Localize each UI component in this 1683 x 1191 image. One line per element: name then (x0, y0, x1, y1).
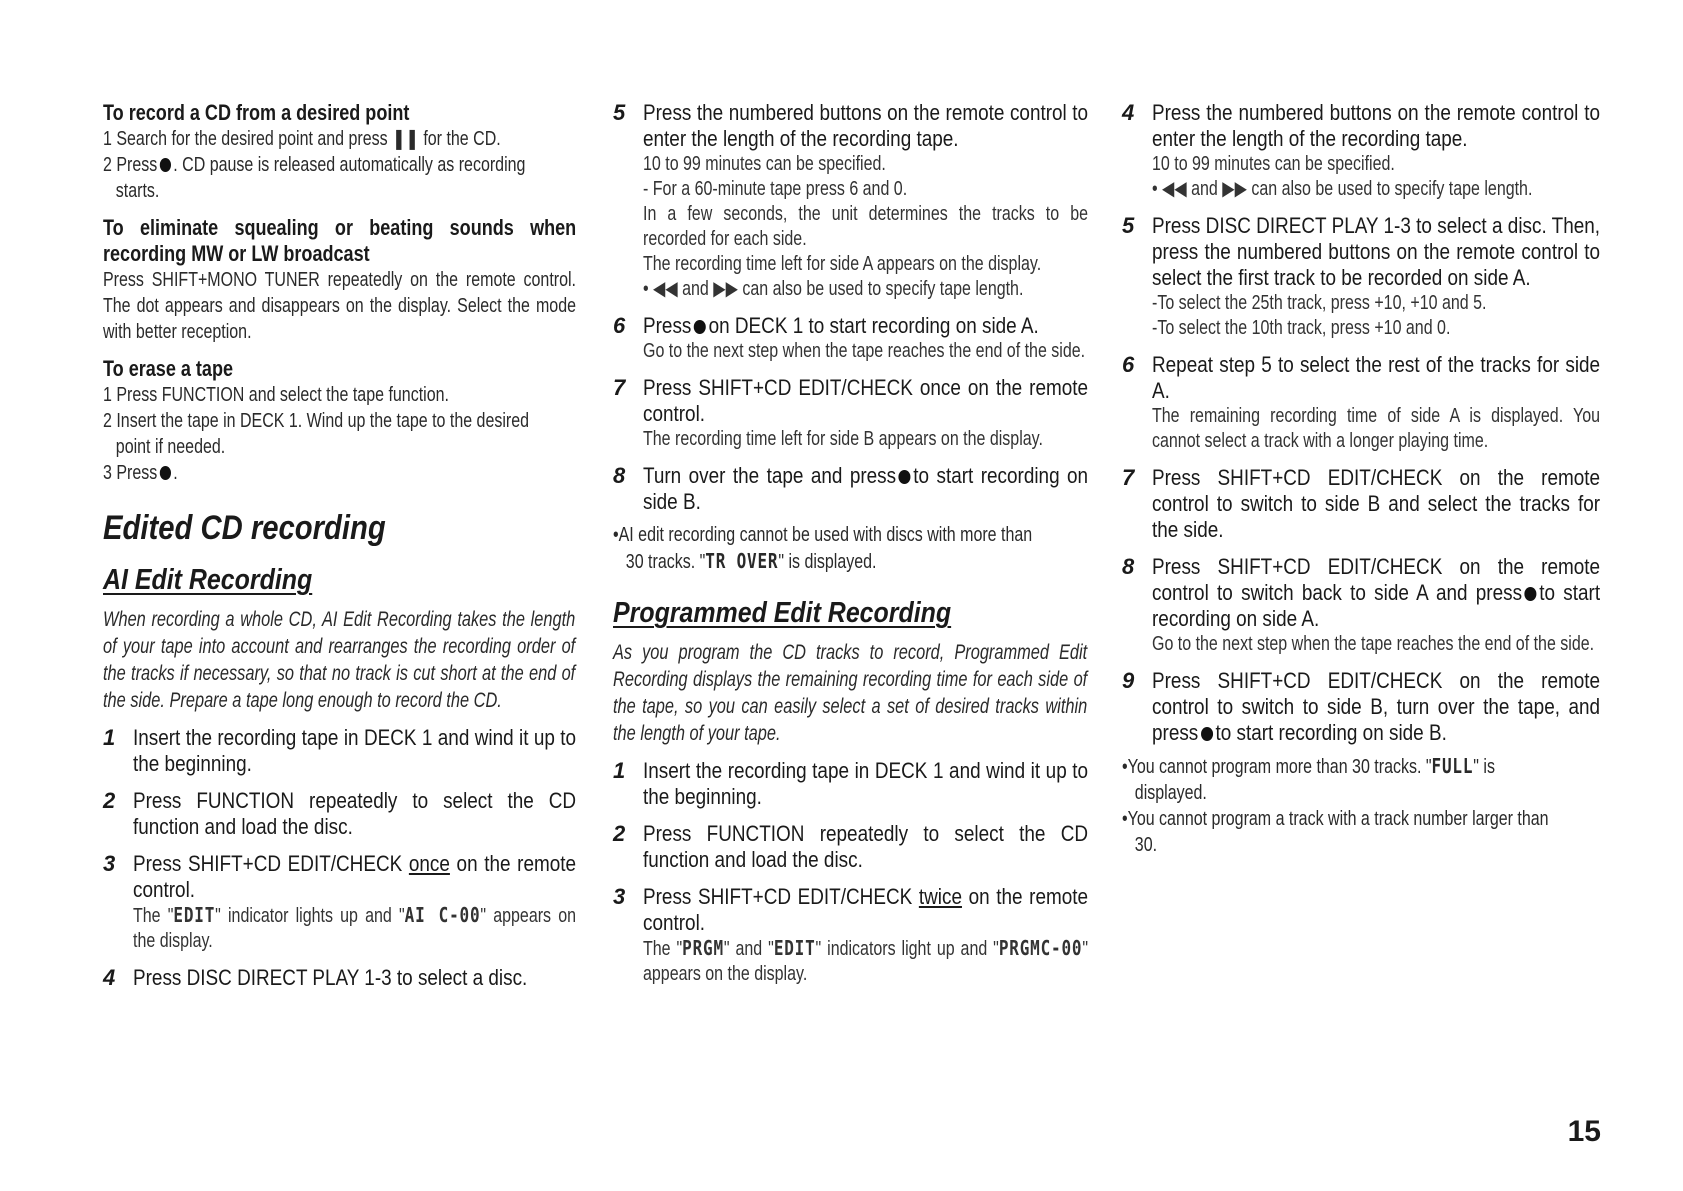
erase-step-3: 3 Press . (103, 462, 178, 484)
step-number: 2 (103, 788, 116, 813)
fast-forward-icon: ▶▶ (1222, 178, 1247, 200)
step-subtext: -To select the 10th track, press +10 and 0. (1152, 317, 1451, 339)
step-number: 5 (1122, 213, 1135, 238)
step-text: Press SHIFT+CD EDIT/CHECK once on the remote control. (643, 375, 1089, 426)
step-text: Press FUNCTION repeatedly to select the CD function and load the disc. (133, 788, 577, 839)
prog-step-8 (1122, 554, 1600, 657)
step-number: 1 (103, 725, 116, 750)
record-cd-heading: To record a CD from a desired point (103, 100, 410, 125)
ai-step-7 (613, 375, 1088, 452)
step-subtext: Go to the next step when the tape reaches the end of the side. (643, 340, 1086, 362)
lcd-text: TR OVER (705, 549, 779, 573)
lcd-text: PRGMC-00 (998, 936, 1083, 960)
step-number: 5 (613, 100, 626, 125)
prog-step-6 (1122, 352, 1600, 454)
prog-step-4 (1122, 100, 1600, 202)
prog-step-3 (613, 884, 1088, 987)
ai-edit-note: •AI edit recording cannot be used with discs with more than (613, 524, 1033, 546)
ai-step-4 (103, 965, 576, 991)
step-number: 4 (1122, 100, 1135, 125)
record-dot-icon (160, 466, 171, 480)
prog-step-7 (1122, 465, 1600, 543)
step-text: Press SHIFT+CD EDIT/CHECK on the remote control to switch back to side A and press to start recording on side A. (1152, 554, 1601, 631)
step-subtext: 10 to 99 minutes can be specified. (643, 153, 886, 175)
step-subtext: In a few seconds, the unit determines the tracks to be recorded for each side. (643, 203, 1088, 250)
step-subtext: Go to the next step when the tape reaches the end of the side. (1152, 633, 1595, 655)
erase-step-1: 1 Press FUNCTION and select the tape function. (103, 384, 449, 406)
rewind-icon: ◀◀ (653, 278, 678, 300)
prog-step-5 (1122, 213, 1600, 341)
fast-forward-icon: ▶▶ (713, 278, 738, 300)
record-dot-icon (694, 320, 706, 334)
page-number: 15 (1567, 1115, 1601, 1148)
step-number: 3 (103, 851, 116, 876)
step-text: Press FUNCTION repeatedly to select the CD function and load the disc. (643, 821, 1089, 872)
step-text: Turn over the tape and press to start recording on side B. (643, 463, 1089, 514)
step-text: Press SHIFT+CD EDIT/CHECK on the remote control to switch to side B and select the tracks for the side. (1152, 465, 1601, 542)
lcd-text: EDIT (773, 936, 816, 960)
step-subtext: The "EDIT" indicator lights up and "AI C-00" appears on the display. (133, 903, 577, 952)
lcd-text: EDIT (173, 903, 216, 927)
program-full-note-cont: displayed. (1134, 782, 1207, 804)
step-number: 6 (1122, 352, 1135, 377)
step-number: 9 (1122, 668, 1135, 693)
ai-step-2 (103, 788, 576, 840)
ai-step-6 (613, 313, 1088, 364)
step-subtext: • ◀◀ and ▶▶ can also be used to specify tape length. (643, 278, 1024, 300)
track-number-note: •You cannot program a track with a track number larger than (1122, 808, 1549, 830)
record-cd-step-2-cont: starts. (115, 180, 160, 202)
squeal-text: Press SHIFT+MONO TUNER repeatedly on the remote control. The dot appears and disappears on the display. Select the mode with better reception. (103, 269, 576, 343)
lcd-text: PRGM (682, 936, 724, 960)
step-number: 3 (613, 884, 626, 909)
program-full-note: •You cannot program more than 30 tracks. "FULL" is (1122, 754, 1495, 778)
record-cd-step-2: 2 Press . CD pause is released automatically as recording (103, 154, 526, 176)
prog-step-2 (613, 821, 1088, 873)
step-text: Press DISC DIRECT PLAY 1-3 to select a disc. (133, 965, 528, 990)
erase-heading: To erase a tape (103, 356, 234, 381)
record-dot-icon (160, 158, 171, 172)
step-number: 7 (613, 375, 626, 400)
step-subtext: The "PRGM" and "EDIT" indicators light up and "PRGMC-00" appears on the display. (643, 936, 1088, 985)
ai-step-1 (103, 725, 576, 777)
section-title: Edited CD recording (103, 509, 386, 547)
ai-edit-note-cont: 30 tracks. "TR OVER" is displayed. (625, 549, 877, 573)
step-subtext: 10 to 99 minutes can be specified. (1152, 153, 1395, 175)
erase-step-2-cont: point if needed. (115, 436, 226, 458)
step-subtext: - For a 60-minute tape press 6 and 0. (643, 178, 908, 200)
step-number: 7 (1122, 465, 1135, 490)
step-subtext: The remaining recording time of side A is displayed. You cannot select a track with a longer playing time. (1152, 405, 1600, 452)
erase-step-2: 2 Insert the tape in DECK 1. Wind up the tape to the desired (103, 410, 530, 432)
step-text: Press the numbered buttons on the remote control to enter the length of the recording tape. (1152, 100, 1601, 151)
step-subtext: The recording time left for side B appears on the display. (643, 428, 1043, 450)
track-number-note-cont: 30. (1134, 834, 1158, 856)
step-number: 2 (613, 821, 626, 846)
record-dot-icon (1201, 727, 1213, 741)
left-column (103, 100, 576, 991)
step-text: Press on DECK 1 to start recording on side A. (643, 313, 1039, 338)
step-text: Press SHIFT+CD EDIT/CHECK twice on the remote control. (643, 884, 1089, 935)
step-text: Press SHIFT+CD EDIT/CHECK on the remote control to switch to side B, turn over the tape, and press to start recording on side B. (1152, 668, 1601, 745)
ai-edit-subtitle: AI Edit Recording (103, 564, 313, 596)
step-subtext: -To select the 25th track, press +10, +10 and 5. (1152, 292, 1487, 314)
right-column (1122, 100, 1600, 858)
step-text: Repeat step 5 to select the rest of the tracks for side A. (1152, 352, 1601, 403)
record-cd-step-1: 1 Search for the desired point and press ❚❚ for the CD. (103, 128, 501, 150)
pause-icon: ❚❚ (392, 128, 419, 150)
record-dot-icon (899, 470, 911, 484)
rewind-icon: ◀◀ (1162, 178, 1187, 200)
middle-column (613, 100, 1088, 987)
step-number: 4 (103, 965, 116, 990)
step-number: 1 (613, 758, 626, 783)
step-text: Press DISC DIRECT PLAY 1-3 to select a disc. Then, press the numbered buttons on the remote control to select the first track to be recorded on side A. (1152, 213, 1601, 290)
step-text: Press SHIFT+CD EDIT/CHECK once on the remote control. (133, 851, 577, 902)
ai-step-8 (613, 463, 1088, 515)
programmed-edit-subtitle: Programmed Edit Recording (613, 597, 952, 629)
prog-step-9 (1122, 668, 1600, 746)
squeal-heading: To eliminate squealing or beating sounds when recording MW or LW broadcast (103, 215, 577, 266)
lcd-text: FULL (1431, 754, 1474, 778)
lcd-text: AI C-00 (404, 903, 481, 927)
step-number: 8 (1122, 554, 1135, 579)
step-number: 6 (613, 313, 626, 338)
ai-edit-intro: When recording a whole CD, AI Edit Recording takes the length of your tape into account and rearranges the recording order of the tracks if necessary, so that no track is cut short at the end of the side. Prepare a tape long enough to record the CD. (103, 608, 576, 712)
ai-step-3 (103, 851, 576, 954)
record-dot-icon (1525, 587, 1537, 601)
ai-step-5 (613, 100, 1088, 302)
step-number: 8 (613, 463, 626, 488)
step-text: Press the numbered buttons on the remote control to enter the length of the recording tape. (643, 100, 1089, 151)
step-subtext: • ◀◀ and ▶▶ can also be used to specify tape length. (1152, 178, 1533, 200)
step-text: Insert the recording tape in DECK 1 and wind it up to the beginning. (643, 758, 1089, 809)
programmed-edit-intro: As you program the CD tracks to record, Programmed Edit Recording displays the remaining recording time for each side of the tape, so you can easily select a set of desired tracks within the length of your tape. (613, 641, 1088, 745)
step-subtext: The recording time left for side A appears on the display. (643, 253, 1042, 275)
step-text: Insert the recording tape in DECK 1 and wind it up to the beginning. (133, 725, 577, 776)
prog-step-1 (613, 758, 1088, 810)
